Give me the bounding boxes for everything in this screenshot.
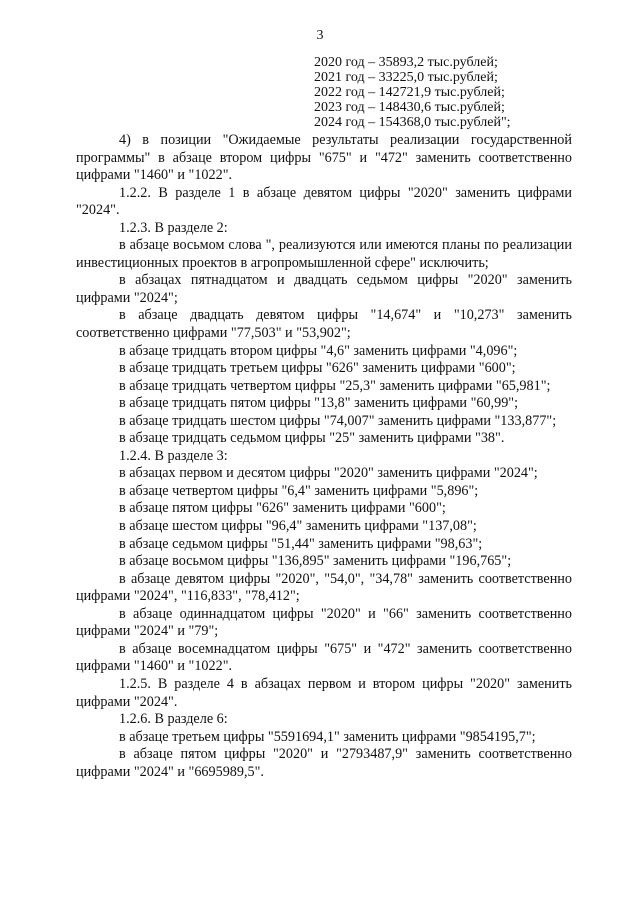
body-paragraph: в абзацах первом и десятом цифры "2020" заменить цифрами "2024"; (119, 465, 538, 482)
funding-amount-line: 2021 год – 33225,0 тыс.рублей; (314, 70, 498, 85)
body-paragraph: в абзаце четвертом цифры "6,4" заменить цифрами "5,896"; (119, 482, 479, 499)
funding-amount-line: 2020 год – 35893,2 тыс.рублей; (314, 55, 498, 70)
funding-amount-line: 2024 год – 154368,0 тыс.рублей"; (314, 115, 511, 130)
funding-amount-line: 2022 год – 142721,9 тыс.рублей; (314, 85, 505, 100)
section-heading-paragraph: 1.2.4. В разделе 3: (119, 447, 228, 464)
body-paragraph: в абзаце двадцать девятом цифры "14,674" и "10,273" заменить соответственно цифрами "77,503" и "53,902"; (76, 307, 572, 342)
document-body (76, 132, 572, 781)
body-paragraph: в абзаце тридцать пятом цифры "13,8" заменить цифрами "60,99"; (119, 395, 519, 412)
funding-amount-line: 2023 год – 148430,6 тыс.рублей; (314, 100, 505, 115)
body-paragraph: в абзаце девятом цифры "2020", "54,0", "34,78" заменить соответственно цифрами "2024", "116,833", "78,412"; (76, 570, 572, 605)
body-paragraph: в абзаце тридцать втором цифры "4,6" заменить цифрами "4,096"; (119, 342, 518, 359)
body-paragraph: в абзаце тридцать седьмом цифры "25" заменить цифрами "38". (119, 430, 505, 447)
body-paragraph: в абзаце пятом цифры "626" заменить цифрами "600"; (119, 500, 446, 517)
body-paragraph: в абзаце пятом цифры "2020" и "2793487,9" заменить соответственно цифрами "2024" и "6695989,5". (76, 746, 572, 780)
section-heading-paragraph: 1.2.6. В разделе 6: (119, 711, 228, 728)
body-paragraph: в абзаце шестом цифры "96,4" заменить цифрами "137,08"; (119, 518, 477, 535)
body-paragraph: 1.2.5. В разделе 4 в абзацах первом и втором цифры "2020" заменить цифрами "2024". (76, 675, 572, 710)
body-paragraph: в абзацах пятнадцатом и двадцать седьмом цифры "2020" заменить цифрами "2024"; (76, 272, 572, 306)
body-paragraph: в абзаце восемнадцатом цифры "675" и "472" заменить соответственно цифрами "1460" и "1022". (76, 640, 572, 675)
page-number: 3 (316, 28, 324, 43)
body-paragraph: в абзаце третьем цифры "5591694,1" заменить цифрами "9854195,7"; (119, 728, 536, 745)
body-paragraph: в абзаце восьмом цифры "136,895" заменить цифрами "196,765"; (119, 553, 512, 570)
body-paragraph: в абзаце тридцать четвертом цифры "25,3" заменить цифрами "65,981"; (119, 377, 551, 394)
body-paragraph: в абзаце восьмом слова ", реализуются или имеются планы по реализации инвестиционных проектов в агропромышленной сфере" исключить; (76, 237, 572, 271)
body-paragraph: в абзаце седьмом цифры "51,44" заменить цифрами "98,63"; (119, 535, 483, 552)
section-heading-paragraph: 1.2.3. В разделе 2: (119, 219, 228, 236)
funding-amounts-list (314, 55, 594, 130)
body-paragraph: 4) в позиции "Ожидаемые результаты реализации государственной программы" в абзаце втором цифры "675" и "472" заменить соответственно цифрами "1460" и "1022". (76, 132, 572, 184)
body-paragraph: в абзаце одиннадцатом цифры "2020" и "66" заменить соответственно цифрами "2024" и "79"; (76, 605, 572, 640)
body-paragraph: в абзаце тридцать шестом цифры "74,007" заменить цифрами "133,877"; (119, 412, 557, 429)
body-paragraph: 1.2.2. В разделе 1 в абзаце девятом цифры "2020" заменить цифрами "2024". (76, 184, 572, 219)
body-paragraph: в абзаце тридцать третьем цифры "626" заменить цифрами "600"; (119, 360, 516, 377)
